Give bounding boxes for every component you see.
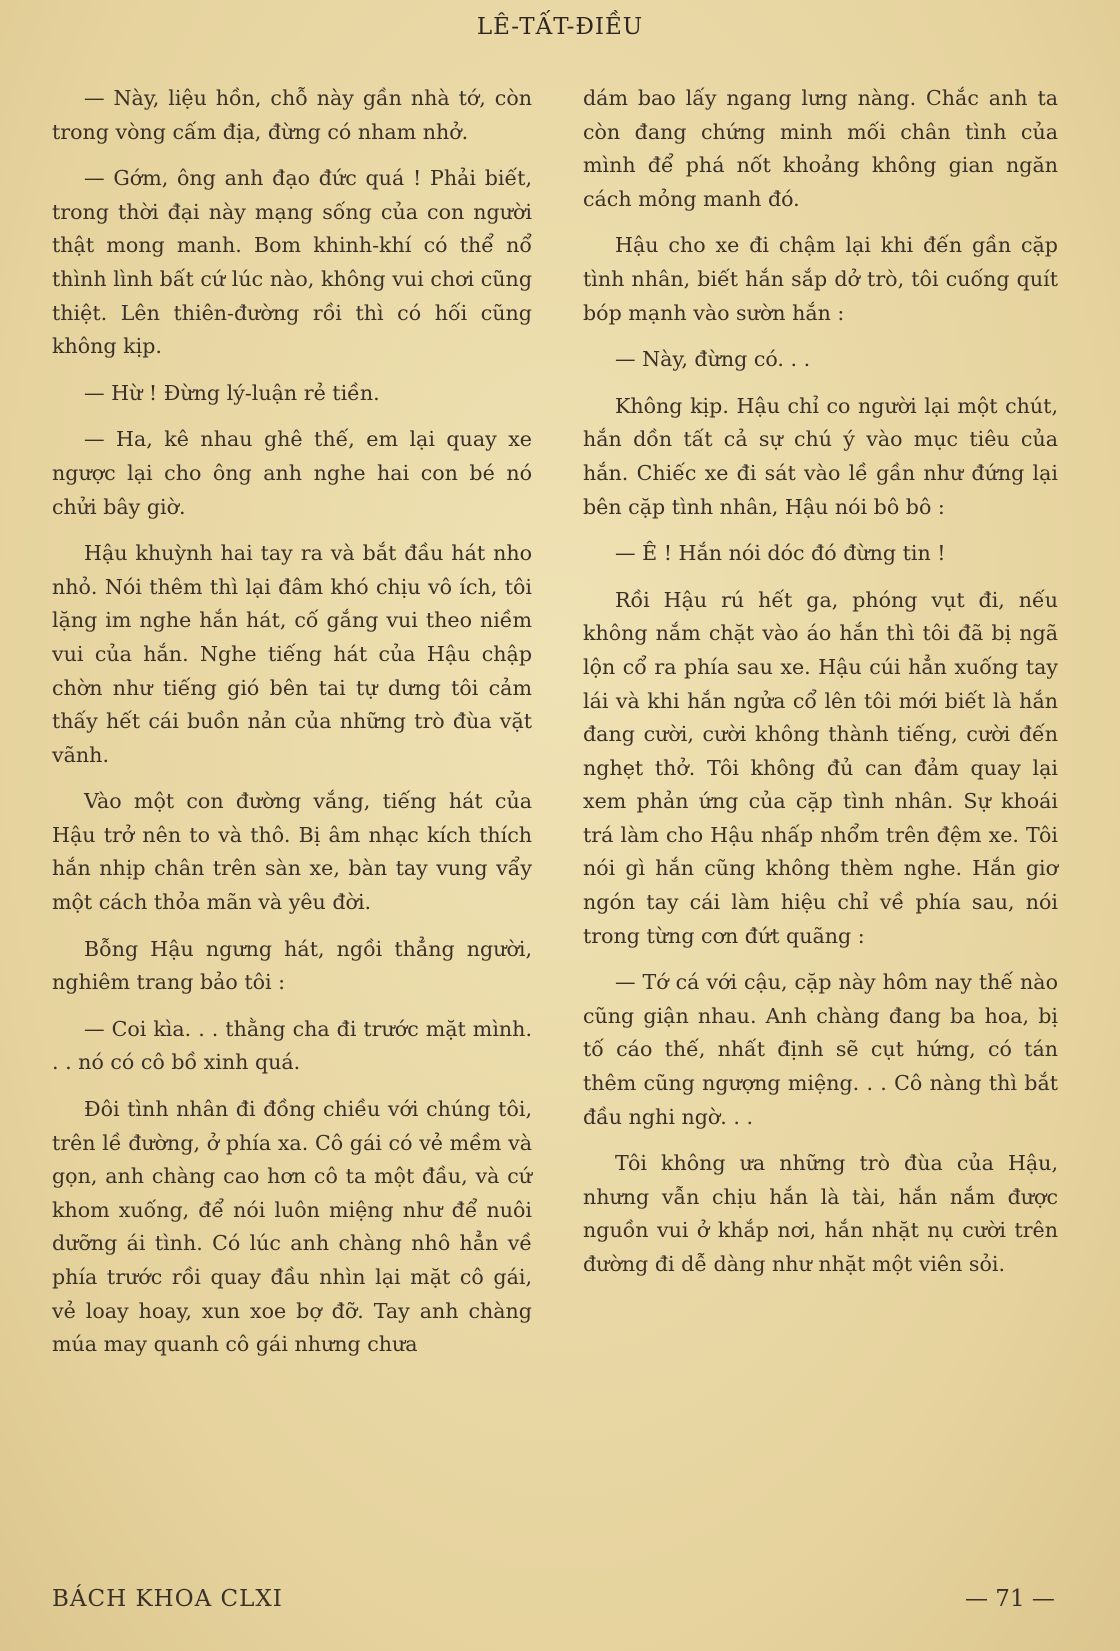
paragraph: — Tớ cá với cậu, cặp này hôm nay thế nào cũng giận nhau. Anh chàng đang ba hoa, bị tố cáo thế, nhất định sẽ cụt hứng, có tán thêm cũng ngượng miệng. . . Cô nàng thì bắt đầu nghi ngờ. . . xyxy=(583,970,1058,1129)
paragraph: — Coi kìa. . . thằng cha đi trước mặt mình. . . nó có cô bồ xinh quá. xyxy=(52,1016,532,1075)
paragraph: dám bao lấy ngang lưng nàng. Chắc anh ta còn đang chứng minh mối chân tình của mình để phá nốt khoảng không gian ngăn cách mỏng manh đó. xyxy=(583,86,1058,211)
paragraph: Hậu cho xe đi chậm lại khi đến gần cặp tình nhân, biết hắn sắp dở trò, tôi cuống quít bóp mạnh vào sườn hắn : xyxy=(583,233,1058,325)
paragraph: — Gớm, ông anh đạo đức quá ! Phải biết, trong thời đại này mạng sống của con người thật mong manh. Bom khinh-khí có thể nổ thình lình bất cứ lúc nào, không vui chơi cũng thiệt. Lên thiên-đường rồi thì có hối cũng không kịp. xyxy=(52,166,532,359)
right-column xyxy=(583,82,1058,1295)
running-head: LÊ-TẤT-ĐIỀU xyxy=(476,14,644,40)
paragraph: — Này, đừng có. . . xyxy=(615,347,811,372)
paragraph: Bỗng Hậu ngưng hát, ngồi thẳng người, nghiêm trang bảo tôi : xyxy=(52,936,532,995)
paragraph: Rồi Hậu rú hết ga, phóng vụt đi, nếu không nắm chặt vào áo hắn thì tôi đã bị ngã lộn cổ ra phía sau xe. Hậu cúi hẳn xuống tay lái và khi hắn ngửa cổ lên tôi mới biết là hắn đang cười, cười không thành tiếng, cười đến nghẹt thở. Tôi không đủ can đảm quay lại xem phản ứng của cặp tình nhân. Sự khoái trá làm cho Hậu nhấp nhổm trên đệm xe. Tôi nói gì hắn cũng không thèm nghe. Hắn giơ ngón tay cái làm hiệu chỉ về phía sau, nói trong từng cơn đứt quãng : xyxy=(583,587,1058,948)
left-column xyxy=(52,82,532,1375)
magazine-footer: BÁCH KHOA CLXI xyxy=(52,1586,283,1612)
paragraph: — Ha, kê nhau ghê thế, em lại quay xe ngược lại cho ông anh nghe hai con bé nó chửi bây giờ. xyxy=(52,427,532,519)
paragraph: Không kịp. Hậu chỉ co người lại một chút, hắn dồn tất cả sự chú ý vào mục tiêu của hắn. Chiếc xe đi sát vào lề gần như đứng lại bên cặp tình nhân, Hậu nói bô bô : xyxy=(583,393,1058,519)
paragraph: Vào một con đường vắng, tiếng hát của Hậu trở nên to và thô. Bị âm nhạc kích thích hắn nhịp chân trên sàn xe, bàn tay vung vẩy một cách thỏa mãn và yêu đời. xyxy=(52,789,532,915)
paragraph: — Hừ ! Đừng lý-luận rẻ tiền. xyxy=(84,380,380,405)
paragraph: Đôi tình nhân đi đồng chiều với chúng tôi, trên lề đường, ở phía xa. Cô gái có vẻ mềm và gọn, anh chàng cao hơn cô ta một đầu, và cứ khom xuống, để nói luôn miệng như để nuôi dưỡng ái tình. Có lúc anh chàng nhô hẳn về phía trước rồi quay đầu nhìn lại mặt cô gái, vẻ loay hoay, xun xoe bợ đỡ. Tay anh chàng múa may quanh cô gái nhưng chưa xyxy=(52,1097,532,1357)
paragraph: Tôi không ưa những trò đùa của Hậu, nhưng vẫn chịu hắn là tài, hắn nắm được nguồn vui ở khắp nơi, hắn nhặt nụ cười trên đường đi dễ dàng như nhặt một viên sỏi. xyxy=(583,1151,1058,1276)
paragraph: Hậu khuỳnh hai tay ra và bắt đầu hát nho nhỏ. Nói thêm thì lại đâm khó chịu vô ích, tôi lặng im nghe hắn hát, cố gắng vui theo niềm vui của hắn. Nghe tiếng hát của Hậu chập chờn như tiếng gió bên tai tự dưng tôi cảm thấy hết cái buồn nản của những trò đùa vặt vãnh. xyxy=(52,541,532,767)
paragraph: — Ê ! Hắn nói dóc đó đừng tin ! xyxy=(615,541,946,566)
paragraph: — Này, liệu hồn, chỗ này gần nhà tớ, còn trong vòng cấm địa, đừng có nham nhở. xyxy=(52,86,532,144)
page-number: — 71 — xyxy=(965,1586,1055,1612)
